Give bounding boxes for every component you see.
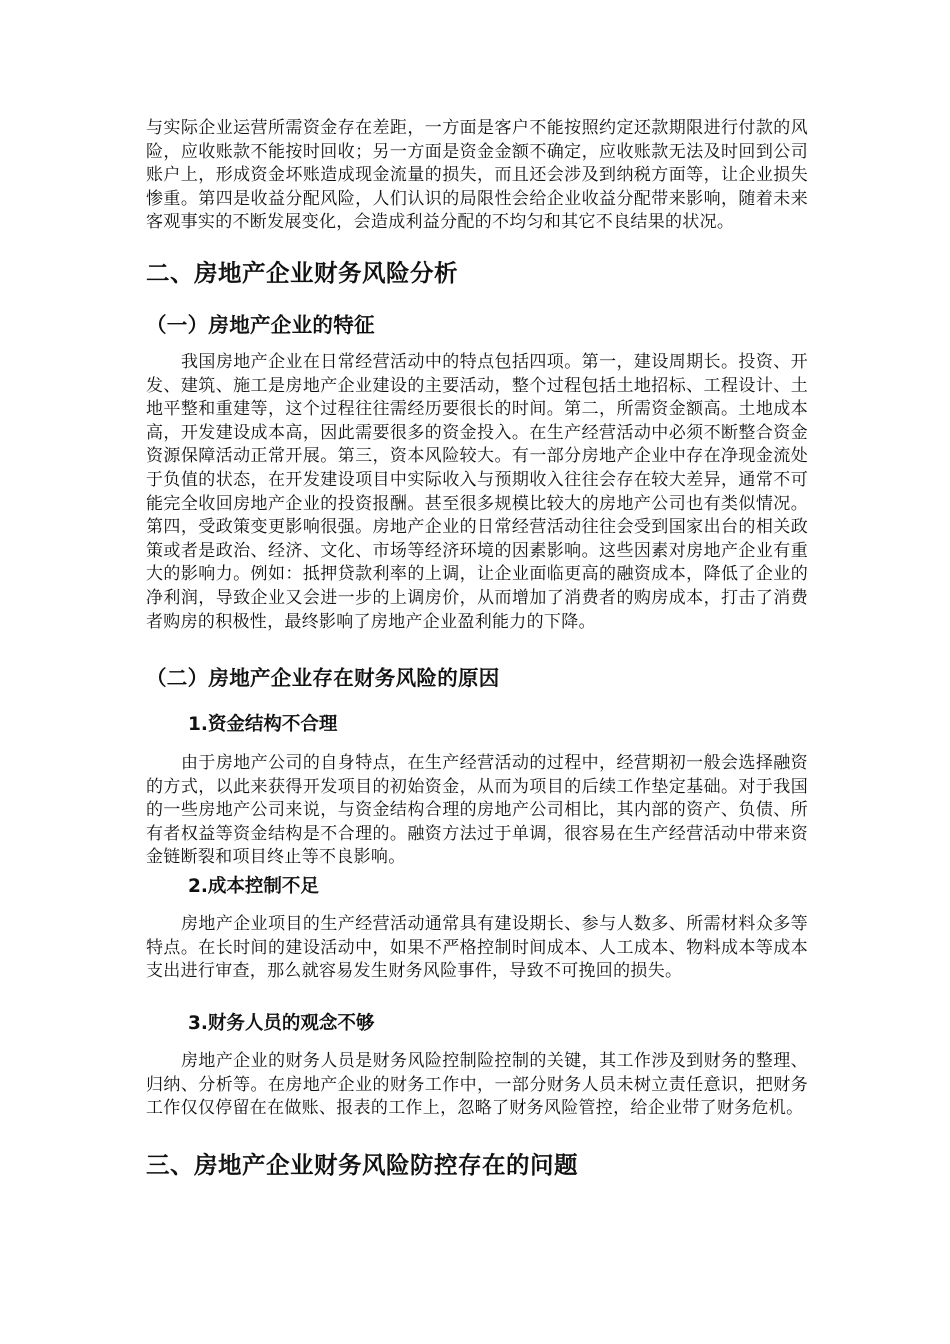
staff-awareness-paragraph: 房地产企业的财务人员是财务风险控制险控制的关键，其工作涉及到财务的整理、归纳、分析等。在房地产企业的财务工作中，一部分财务人员未树立责任意识，把财务工作仅仅停留在在做账、报表的工作上，忽略了财务风险管控，给企业带了财务危机。 [146,1051,808,1119]
item-heading-staff-awareness: 3.财务人员的观念不够 [188,1013,375,1034]
item-heading-cost-control: 2.成本控制不足 [188,876,319,897]
section-heading-3: 三、房地产企业财务风险防控存在的问题 [146,1151,578,1179]
section-heading-2: 二、房地产企业财务风险分析 [146,259,458,287]
capital-structure-paragraph: 由于房地产公司的自身特点，在生产经营活动的过程中，经营期初一般会选择融资的方式，以此来获得开发项目的初始资金，从而为项目的后续工作垫定基础。对于我国的一些房地产公司来说，与资金结构合理的房地产公司相比，其内部的资产、负债、所有者权益等资金结构是不合理的。融资方法过于单调，很容易在生产经营活动中带来资金链断裂和项目终止等不良影响。 [146,753,808,868]
subsection-heading-causes: （二）房地产企业存在财务风险的原因 [146,666,500,690]
subsection-heading-features: （一）房地产企业的特征 [146,313,375,337]
intro-paragraph: 与实际企业运营所需资金存在差距，一方面是客户不能按照约定还款期限进行付款的风险，应收账款不能按时回收；另一方面是资金金额不确定，应收账款无法及时回到公司账户上，形成资金坏账造成现金流量的损失，而且还会涉及到纳税方面等，让企业损失惨重。第四是收益分配风险，人们认识的局限性会给企业收益分配带来影响，随着未来客观事实的不断发展变化，会造成利益分配的不均匀和其它不良结果的状况。 [146,118,808,233]
cost-control-paragraph: 房地产企业项目的生产经营活动通常具有建设期长、参与人数多、所需材料众多等特点。在长时间的建设活动中，如果不严格控制时间成本、人工成本、物料成本等成本支出进行审查，那么就容易发生财务风险事件，导致不可挽回的损失。 [146,914,808,982]
features-paragraph: 我国房地产企业在日常经营活动中的特点包括四项。第一，建设周期长。投资、开发、建筑、施工是房地产企业建设的主要活动，整个过程包括土地招标、工程设计、土地平整和重建等，这个过程往往需经历要很长的时间。第二，所需资金额高。土地成本高，开发建设成本高，因此需要很多的资金投入。在生产经营活动中必须不断整合资金资源保障活动正常开展。第三，资本风险较大。有一部分房地产企业中存在净现金流处于负值的状态，在开发建设项目中实际收入与预期收入往往会存在较大差异，通常不可能完全收回房地产企业的投资报酬。甚至很多规模比较大的房地产公司也有类似情况。第四，受政策变更影响很强。房地产企业的日常经营活动往往会受到国家出台的相关政策或者是政治、经济、文化、市场等经济环境的因素影响。这些因素对房地产企业有重大的影响力。例如：抵押贷款利率的上调，让企业面临更高的融资成本，降低了企业的净利润，导致企业又会进一步的上调房价，从而增加了消费者的购房成本，打击了消费者购房的积极性，最终影响了房地产企业盈利能力的下降。 [146,352,808,632]
item-heading-capital-structure: 1.资金结构不合理 [188,714,338,735]
